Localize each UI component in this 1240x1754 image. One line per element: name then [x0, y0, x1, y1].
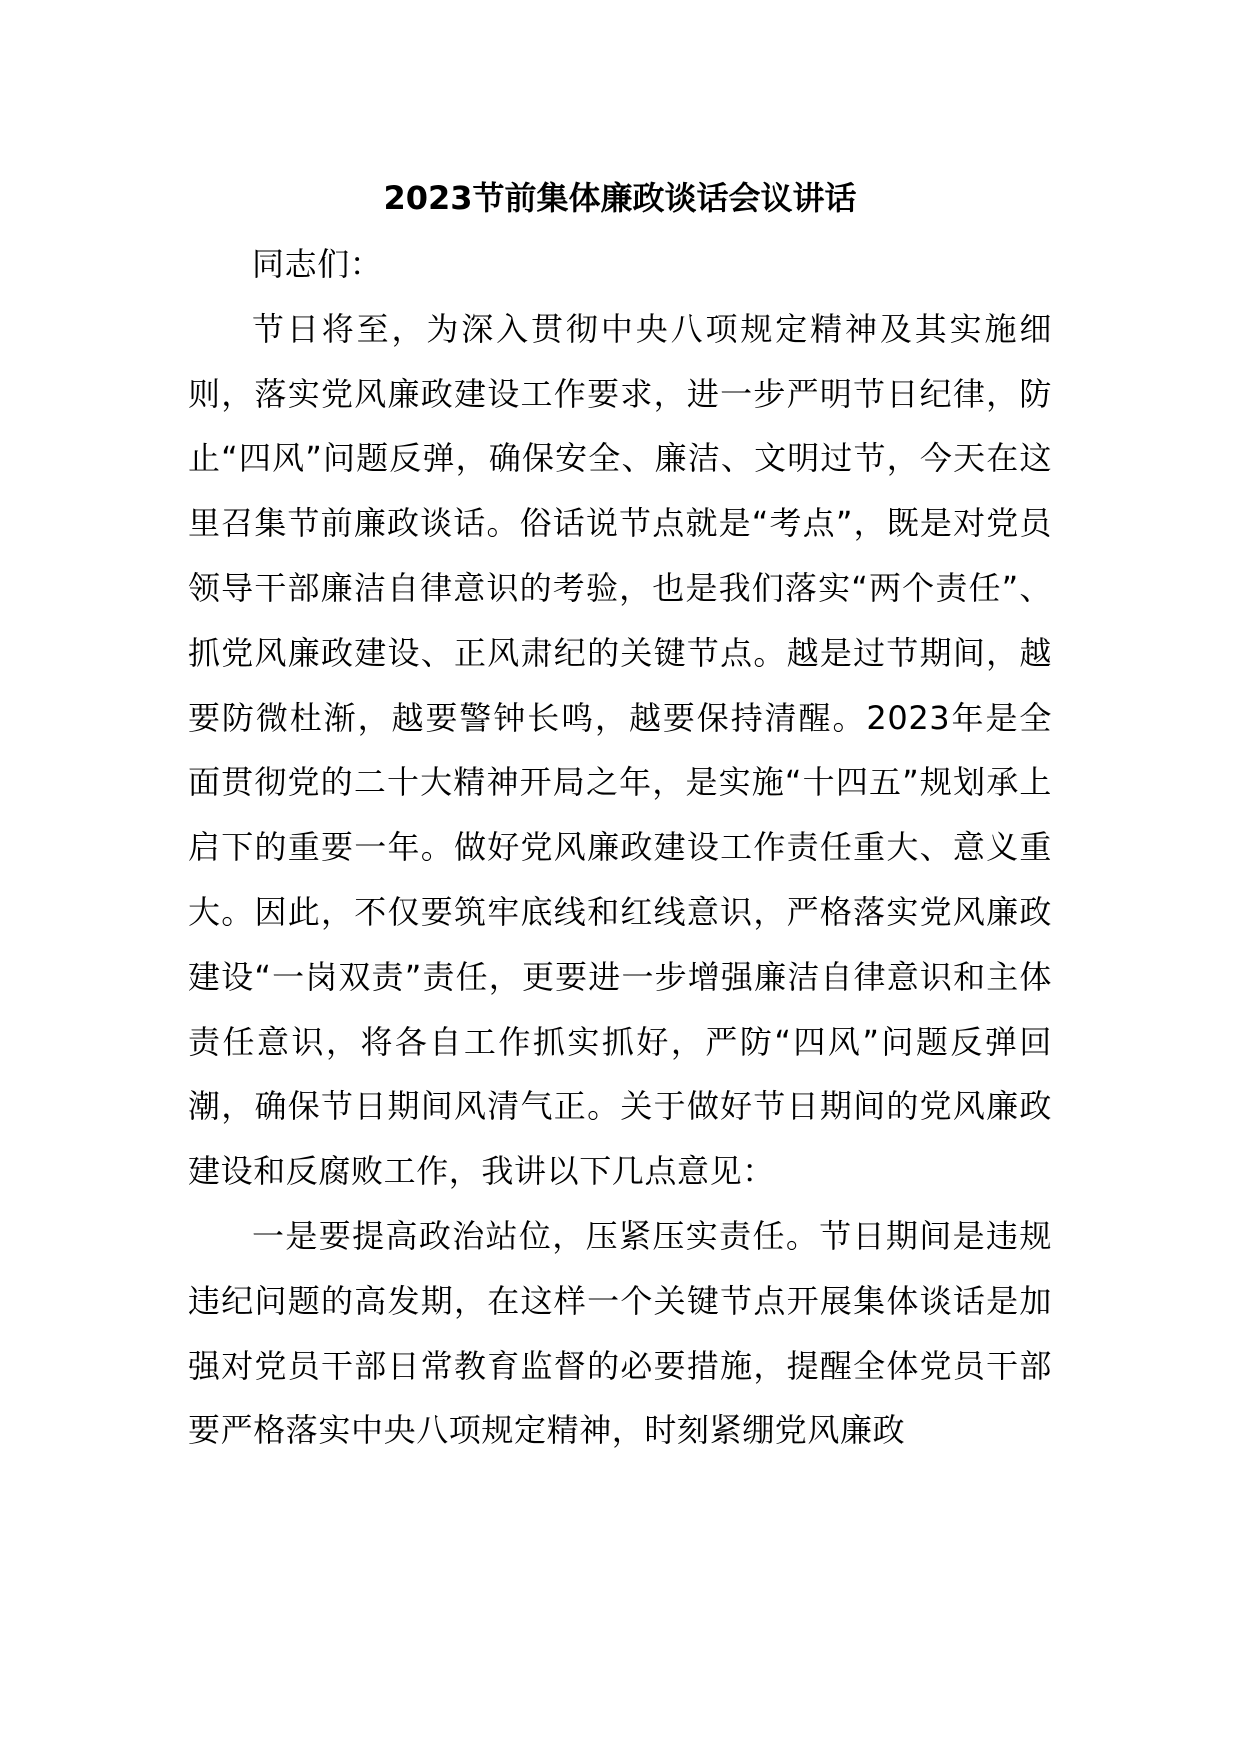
- intro-paragraph: 节日将至，为深入贯彻中央八项规定精神及其实施细则，落实党风廉政建设工作要求，进一步严明节日纪律，防止“四风”问题反弹，确保安全、廉洁、文明过节，今天在这里召集节前廉政谈话。俗话说节点就是“考点”，既是对党员领导干部廉洁自律意识的考验，也是我们落实“两个责任”、抓党风廉政建设、正风肃纪的关键节点。越是过节期间，越要防微杜渐，越要警钟长鸣，越要保持清醒。2023年是全面贯彻党的二十大精神开局之年，是实施“十四五”规划承上启下的重要一年。做好党风廉政建设工作责任重大、意义重大。因此，不仅要筑牢底线和红线意识，严格落实党风廉政建设“一岗双责”责任，更要进一步增强廉洁自律意识和主体责任意识，将各自工作抓实抓好，严防“四风”问题反弹回潮，确保节日期间风清气正。关于做好节日期间的党风廉政建设和反腐败工作，我讲以下几点意见：: [188, 309, 1052, 1191]
- document-body: [188, 232, 1052, 1463]
- point-one-paragraph: 一是要提高政治站位，压紧压实责任。节日期间是违规违纪问题的高发期，在这样一个关键节点开展集体谈话是加强对党员干部日常教育监督的必要措施，提醒全体党员干部要严格落实中央八项规定精神，时刻紧绷党风廉政: [188, 1216, 1052, 1450]
- document-title: 2023节前集体廉政谈话会议讲话: [383, 179, 857, 217]
- salutation-paragraph: 同志们：: [252, 245, 383, 283]
